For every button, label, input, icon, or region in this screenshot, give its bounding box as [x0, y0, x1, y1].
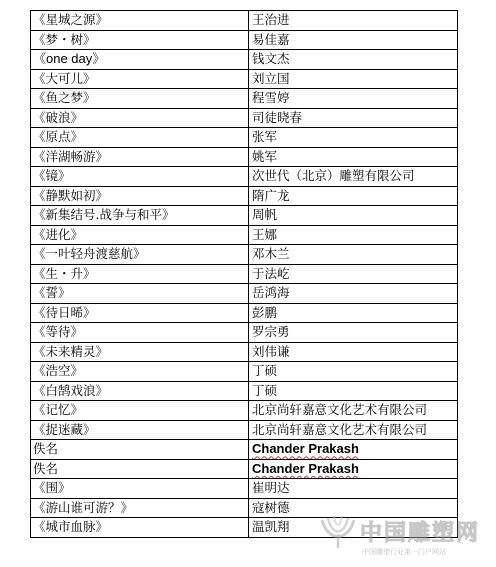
table-row — [31, 128, 458, 148]
watermark-site-name: 中国雕塑网 — [360, 521, 481, 546]
author-name-text: Chander Prakash — [252, 460, 359, 476]
author-cell: 丁硕 — [249, 362, 458, 382]
author-cell — [249, 459, 458, 479]
works-table — [30, 10, 458, 538]
works-table-body — [31, 11, 458, 538]
table-row — [31, 89, 458, 109]
work-title-cell: 佚名 — [31, 440, 249, 460]
site-logo-icon — [318, 512, 358, 552]
work-title-cell: 《洋湖畅游》 — [31, 147, 249, 167]
work-title-cell: 《誓》 — [31, 284, 249, 304]
table-row — [31, 342, 458, 362]
table-row — [31, 479, 458, 499]
work-title-cell: 《城市血脉》 — [31, 518, 249, 538]
author-cell: 姚军 — [249, 147, 458, 167]
author-cell: 周帆 — [249, 206, 458, 226]
table-row — [31, 167, 458, 187]
author-cell: 温凯翔 — [249, 518, 458, 538]
author-cell: 邓木兰 — [249, 245, 458, 265]
table-row — [31, 50, 458, 70]
table-row — [31, 225, 458, 245]
work-title-cell: 《游山谁可游？》 — [31, 498, 249, 518]
work-title-cell: 《one day》 — [31, 50, 249, 70]
work-title-cell: 《未来精灵》 — [31, 342, 249, 362]
table-row — [31, 440, 458, 460]
table-row — [31, 323, 458, 343]
table-row — [31, 11, 458, 31]
work-title-cell: 《浩空》 — [31, 362, 249, 382]
author-cell: 丁硕 — [249, 381, 458, 401]
author-cell: 王娜 — [249, 225, 458, 245]
watermark-tagline: 中国雕塑行业第一门户网站 — [362, 548, 446, 556]
table-row — [31, 186, 458, 206]
table-row — [31, 381, 458, 401]
author-cell: 岳鸿海 — [249, 284, 458, 304]
author-cell: 崔明达 — [249, 479, 458, 499]
work-title-cell: 《星城之源》 — [31, 11, 249, 31]
table-row — [31, 245, 458, 265]
table-row — [31, 30, 458, 50]
work-title-cell: 《生・升》 — [31, 264, 249, 284]
author-cell: 张军 — [249, 128, 458, 148]
table-row — [31, 206, 458, 226]
author-cell: 寇树德 — [249, 498, 458, 518]
author-cell: 隋广龙 — [249, 186, 458, 206]
work-title-cell: 《大可儿》 — [31, 69, 249, 89]
work-title-cell: 《围》 — [31, 479, 249, 499]
author-cell: 次世代（北京）雕塑有限公司 — [249, 167, 458, 187]
author-cell: 程雪婷 — [249, 89, 458, 109]
author-cell: 北京尚轩嘉意文化艺术有限公司 — [249, 420, 458, 440]
author-name-text: Chander Prakash — [252, 441, 359, 457]
table-row — [31, 284, 458, 304]
work-title-cell: 《鱼之梦》 — [31, 89, 249, 109]
table-row — [31, 264, 458, 284]
table-row — [31, 147, 458, 167]
author-cell: 刘伟谦 — [249, 342, 458, 362]
work-title-cell: 《白鹄戏浪》 — [31, 381, 249, 401]
work-title-cell: 《静默如初》 — [31, 186, 249, 206]
work-title-cell: 《原点》 — [31, 128, 249, 148]
table-row — [31, 401, 458, 421]
table-row — [31, 108, 458, 128]
table-row — [31, 459, 458, 479]
work-title-cell: 《破浪》 — [31, 108, 249, 128]
work-title-cell: 《梦・树》 — [31, 30, 249, 50]
work-title-cell: 《镜》 — [31, 167, 249, 187]
work-title-cell: 《捉迷藏》 — [31, 420, 249, 440]
author-cell: 钱文杰 — [249, 50, 458, 70]
author-cell: 北京尚轩嘉意文化艺术有限公司 — [249, 401, 458, 421]
work-title-cell: 佚名 — [31, 459, 249, 479]
work-title-cell: 《记忆》 — [31, 401, 249, 421]
author-cell: 罗宗勇 — [249, 323, 458, 343]
author-cell: 王治进 — [249, 11, 458, 31]
work-title-cell: 《一叶轻舟渡慈航》 — [31, 245, 249, 265]
author-cell: 彭鹏 — [249, 303, 458, 323]
work-title-cell: 《待日晞》 — [31, 303, 249, 323]
work-title-cell: 《新集结号.战争与和平》 — [31, 206, 249, 226]
site-watermark — [318, 512, 494, 564]
table-row — [31, 69, 458, 89]
work-title-cell: 《等待》 — [31, 323, 249, 343]
author-cell: 于法屹 — [249, 264, 458, 284]
author-cell: 司徒晓春 — [249, 108, 458, 128]
table-row — [31, 420, 458, 440]
author-cell: 易佳嘉 — [249, 30, 458, 50]
work-title-cell: 《进化》 — [31, 225, 249, 245]
table-row — [31, 303, 458, 323]
author-cell: 刘立国 — [249, 69, 458, 89]
table-row — [31, 362, 458, 382]
author-cell — [249, 440, 458, 460]
